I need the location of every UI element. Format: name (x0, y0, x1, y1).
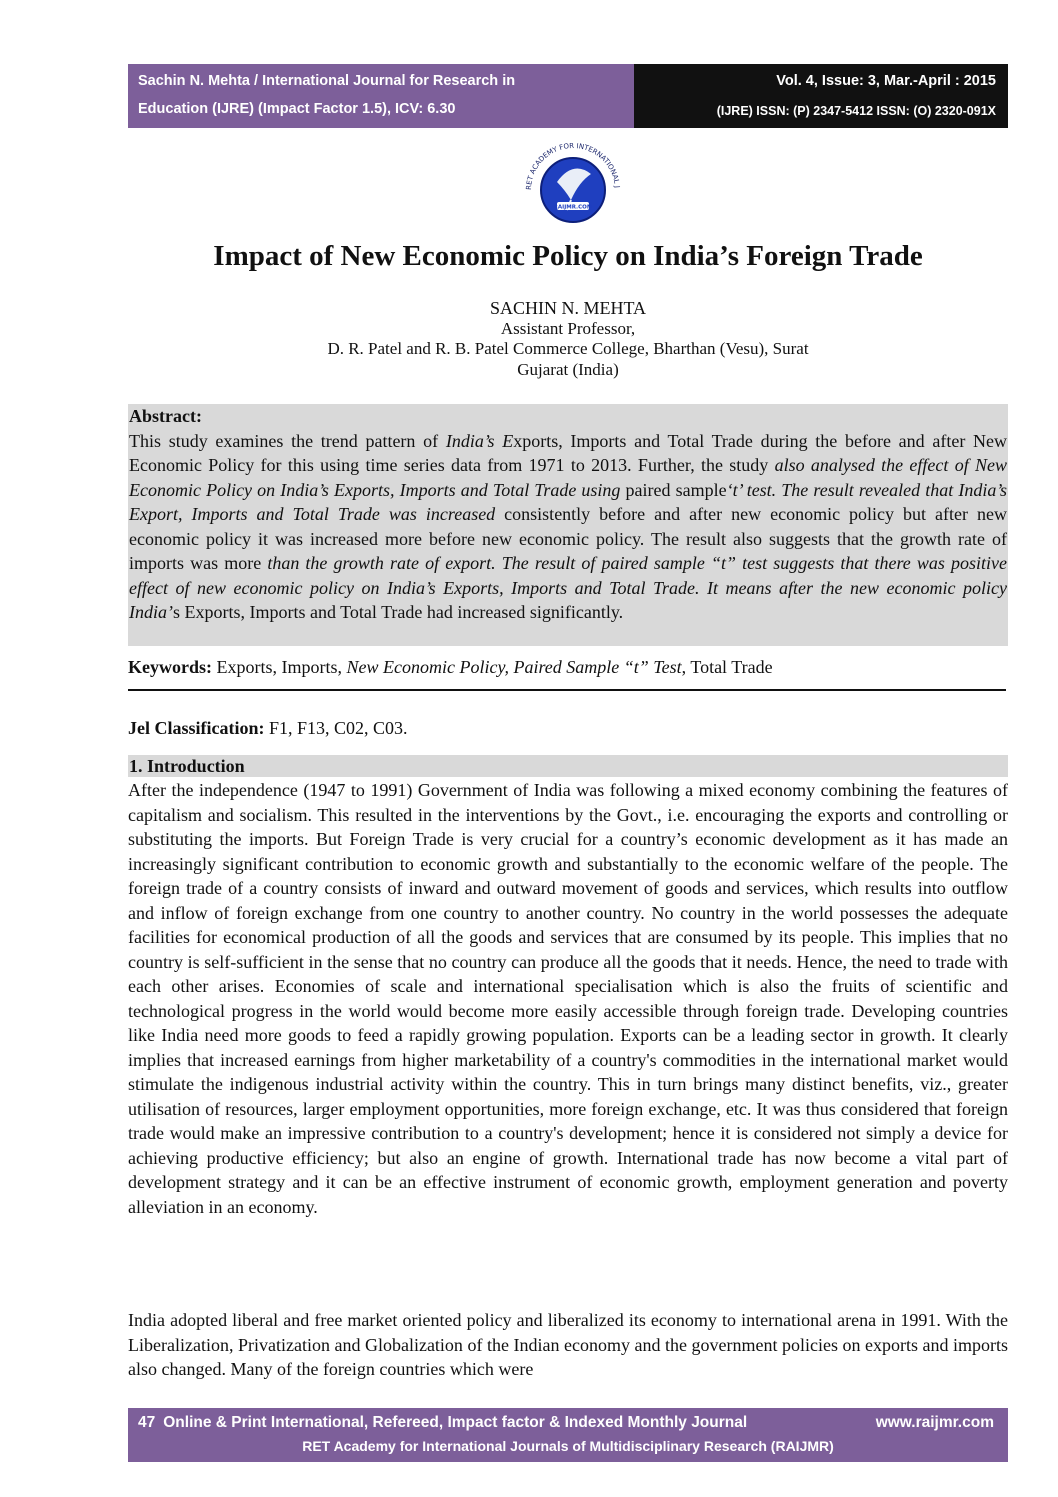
keywords-italic: New Economic Policy, Paired Sample “t” Test (346, 657, 682, 677)
header-issn: (IJRE) ISSN: (P) 2347-5412 ISSN: (O) 2320-091X (716, 104, 996, 118)
footer-line1 (138, 1414, 747, 1432)
logo-arc-text: RET ACADEMY FOR INTERNATIONAL J (524, 141, 621, 191)
author-block (128, 298, 1008, 380)
footer-publisher: RET Academy for International Journals of Multidisciplinary Research (RAIJMR) (302, 1438, 834, 1454)
header-citation (128, 64, 634, 128)
logo-text: RAIJMR.COM (553, 204, 593, 211)
author-location: Gujarat (India) (517, 359, 619, 379)
keywords-divider (128, 689, 1006, 691)
footer-url-link[interactable]: www.raijmr.com (875, 1414, 994, 1431)
intro-paragraph-2: India adopted liberal and free market oriented policy and liberalized its economy to international arena in 1991. With the Liberalization, Privatization and Globalization of the Indian economy and the government policies on exports and imports also changed. Many of the foreign countries which were (128, 1310, 1008, 1379)
abstract-text-part: paired sample (620, 479, 727, 500)
header-citation-line2: Education (IJRE) (Impact Factor 1.5), ICV: 6.30 (138, 101, 456, 117)
abstract-text-part: ‘t’ test. The result revealed that India’s Export, Imports and Total Trade was increased (129, 479, 1007, 524)
section-heading-introduction: 1. Introduction (128, 755, 1008, 777)
keywords-line (128, 657, 1008, 678)
abstract-heading: Abstract: (129, 406, 202, 426)
page-number: 47 (138, 1414, 156, 1431)
author-college: D. R. Patel and R. B. Patel Commerce College, Bharthan (Vesu), Surat (327, 339, 809, 358)
paper-title: Impact of New Economic Policy on India’s Foreign Trade (213, 240, 923, 272)
author-designation: Assistant Professor, (500, 318, 636, 338)
abstract-text-part: than the growth rate of export. The result of paired sample “t” test suggests that there was positive effect of new economic policy on India’s Exports, Imports and Total Trade. It means after the new economic policy India’ (129, 553, 1007, 622)
jel-value: F1, F13, C02, C03. (264, 718, 408, 738)
abstract-box (128, 404, 1008, 646)
abstract-text-part: India’s E (445, 430, 514, 451)
jel-label: Jel Classification: (128, 718, 265, 738)
abstract-text-part: also analysed the effect of New Economic Policy on India’s Exports, Imports and Total Trade using (129, 455, 1007, 500)
abstract-text-part: This study examines the trend pattern of (129, 430, 446, 451)
keywords-tail: , Total Trade (681, 657, 773, 677)
abstract-text (129, 429, 1007, 625)
keywords-plain: Exports, Imports, (212, 657, 347, 677)
keywords-label: Keywords: (128, 657, 212, 677)
raijmr-logo (517, 138, 629, 238)
header-citation-line1: Sachin N. Mehta / International Journal for Research in (138, 73, 516, 89)
abstract-text-part: xports, Imports and Total Trade during the before and after New Economic Policy for this using time series data from 1971 to 2013. Further, the study (129, 430, 1007, 475)
intro-paragraph-1: After the independence (1947 to 1991) Government of India was following a mixed economy combining the features of capitalism and socialism. This resulted in the interventions by the Govt., i.e. encouraging the exports and controlling or substituting the imports. But Foreign Trade is very crucial for a country’s economic development as it has made an increasingly significant contribution to economic growth and substantially to the economic welfare of the people. The foreign trade of a country consists of inward and outward movement of goods and services, which results into outflow and inflow of foreign exchange from one country to another country. No country in the world possesses the adequate facilities for economical production of all the goods and services that are consumed by its people. This implies that no country is self-sufficient in the sense that no country can produce all the goods that it needs. Hence, the need to trade with each other arises. Economies of scale and international specialisation which is also the fruits of scientific and technological progress in the world would become more easily accessible through foreign trade. Developing countries like India need more goods to feed a rapidly growing population. Exports can be a leading sector in growth. It clearly implies that increased earnings from higher marketability of a country's commodities in the international market would stimulate the indigenous industrial activity within the country. This in turn brings many distinct benefits, viz., greater utilisation of resources, larger employment opportunities, more foreign exchange, etc. It was thus considered that foreign trade would make an impressive contribution to a country's development; hence it is considered not simply a device for achieving productive efficiency; but also an engine of growth. International trade has now become a vital part of development strategy and it can be an effective instrument of economic growth, employment generation and poverty alleviation in an economy. (128, 780, 1008, 1217)
jel-line (128, 718, 1008, 739)
abstract-text-part: s Exports, Imports and Total Trade had increased significantly. (173, 602, 624, 622)
journal-header (128, 64, 1008, 128)
abstract-text-part: consistently before and after new economic policy but after new economic policy it was increased more before new economic policy. The result also suggests that the growth rate of imports was more (129, 504, 1007, 573)
journal-footer (128, 1408, 1008, 1462)
header-issue-info (634, 64, 1008, 128)
footer-journal-desc: Online & Print International, Refereed, Impact factor & Indexed Monthly Journal (163, 1414, 748, 1431)
header-volume: Vol. 4, Issue: 3, Mar.-April : 2015 (776, 73, 996, 89)
author-name: SACHIN N. MEHTA (489, 298, 647, 318)
